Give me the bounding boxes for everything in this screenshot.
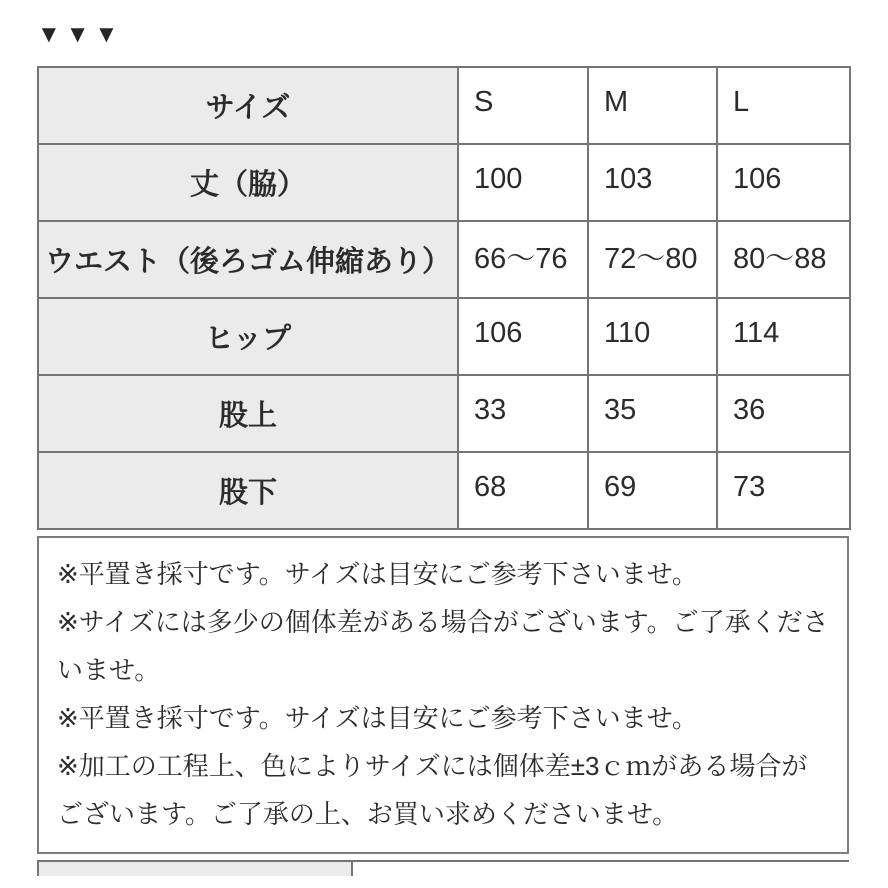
note-line: ※平置き採寸です。サイズは目安にご参考下さいませ。 <box>57 559 698 589</box>
size-header-cell: サイズ <box>38 67 458 144</box>
cell-value: 69 <box>588 452 717 529</box>
table-row-length <box>38 144 850 221</box>
row-label: 股上 <box>38 375 458 452</box>
cell-value: 35 <box>588 375 717 452</box>
next-table-row <box>38 861 849 876</box>
size-column-l: L <box>717 67 850 144</box>
cell-value: 100 <box>458 144 588 221</box>
row-label: ウエスト（後ろゴム伸縮あり） <box>38 221 458 298</box>
cell-value: 36 <box>717 375 850 452</box>
next-table <box>37 860 849 876</box>
cell-value: 80〜88 <box>717 221 850 298</box>
next-table-partial <box>37 860 849 876</box>
next-table-header-cell <box>38 861 352 876</box>
cell-value: 68 <box>458 452 588 529</box>
table-row-rise <box>38 375 850 452</box>
row-label: 股下 <box>38 452 458 529</box>
cell-value: 114 <box>717 298 850 375</box>
size-column-m: M <box>588 67 717 144</box>
row-label: 丈（脇） <box>38 144 458 221</box>
cell-value: 33 <box>458 375 588 452</box>
cell-value: 73 <box>717 452 850 529</box>
cell-value: 66〜76 <box>458 221 588 298</box>
triple-down-triangles-icon: ▼▼▼ <box>37 21 124 48</box>
next-table-value-cell <box>352 861 849 876</box>
measurement-notes-box <box>37 536 849 854</box>
cell-value: 72〜80 <box>588 221 717 298</box>
note-line: ※加工の工程上、色によりサイズには個体差±3ｃｍがある場合がございます。ご了承の上、お買い求めくださいませ。 <box>57 751 808 829</box>
size-table <box>37 66 851 530</box>
cell-value: 103 <box>588 144 717 221</box>
table-row-waist <box>38 221 850 298</box>
note-line: ※サイズには多少の個体差がある場合がございます。ご了承くださいませ。 <box>57 607 829 685</box>
size-table-header-row <box>38 67 850 144</box>
size-column-s: S <box>458 67 588 144</box>
cell-value: 106 <box>717 144 850 221</box>
row-label: ヒップ <box>38 298 458 375</box>
table-row-hip <box>38 298 850 375</box>
cell-value: 106 <box>458 298 588 375</box>
cell-value: 110 <box>588 298 717 375</box>
note-line: ※平置き採寸です。サイズは目安にご参考下さいませ。 <box>57 703 698 733</box>
table-row-inseam <box>38 452 850 529</box>
